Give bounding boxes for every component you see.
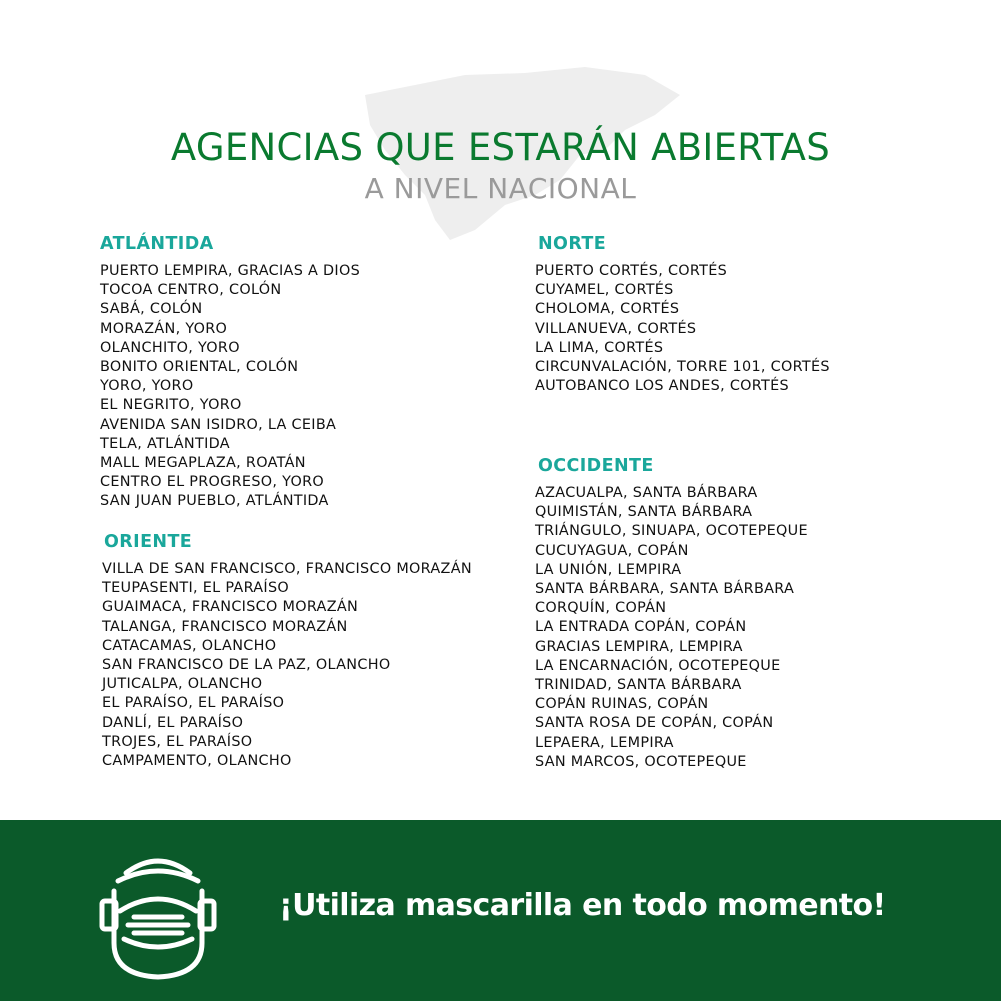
agency-item: GRACIAS LEMPIRA, LEMPIRA bbox=[535, 638, 743, 655]
section-atlantida bbox=[100, 234, 360, 512]
mask-reminder-text: ¡Utiliza mascarilla en todo momento! bbox=[279, 888, 886, 923]
agency-item: PUERTO CORTÉS, CORTÉS bbox=[535, 263, 728, 279]
agency-item: TELA, ATLÁNTIDA bbox=[100, 435, 230, 452]
agency-item: SAN MARCOS, OCOTEPEQUE bbox=[535, 753, 747, 770]
agency-item: AZACUALPA, SANTA BÁRBARA bbox=[535, 485, 758, 501]
agency-item: CHOLOMA, CORTÉS bbox=[535, 301, 680, 318]
agency-list bbox=[535, 484, 808, 772]
agency-item: TROJES, EL PARAÍSO bbox=[102, 733, 253, 750]
section-heading: ORIENTE bbox=[104, 532, 193, 552]
agency-item: CATACAMAS, OLANCHO bbox=[102, 637, 277, 654]
agency-item: TALANGA, FRANCISCO MORAZÁN bbox=[102, 618, 348, 635]
agency-item: DANLÍ, EL PARAÍSO bbox=[102, 714, 244, 731]
agency-item: LA ENTRADA COPÁN, COPÁN bbox=[535, 619, 747, 636]
agency-item: YORO, YORO bbox=[100, 378, 194, 395]
agency-item: CENTRO EL PROGRESO, YORO bbox=[100, 474, 324, 491]
agency-item: EL PARAÍSO, EL PARAÍSO bbox=[102, 695, 285, 712]
agency-item: QUIMISTÁN, SANTA BÁRBARA bbox=[535, 504, 753, 521]
section-oriente bbox=[102, 532, 472, 771]
agency-list bbox=[100, 262, 360, 512]
agency-item: VILLA DE SAN FRANCISCO, FRANCISCO MORAZÁN bbox=[102, 561, 472, 577]
agency-item: TOCOA CENTRO, COLÓN bbox=[100, 282, 282, 299]
agency-item: TEUPASENTI, EL PARAÍSO bbox=[102, 580, 290, 597]
agency-item: MORAZÁN, YORO bbox=[100, 320, 228, 337]
agency-item: AVENIDA SAN ISIDRO, LA CEIBA bbox=[100, 416, 337, 433]
agency-item: BONITO ORIENTAL, COLÓN bbox=[100, 359, 299, 376]
agency-item: AUTOBANCO LOS ANDES, CORTÉS bbox=[535, 378, 789, 395]
agency-item: PUERTO LEMPIRA, GRACIAS A DIOS bbox=[100, 263, 361, 279]
agency-item: MALL MEGAPLAZA, ROATÁN bbox=[100, 455, 306, 472]
agency-list bbox=[102, 560, 472, 771]
agency-item: SABÁ, COLÓN bbox=[100, 301, 203, 318]
footer-banner bbox=[0, 820, 1001, 1001]
agency-item: SANTA ROSA DE COPÁN, COPÁN bbox=[535, 715, 774, 732]
agency-item: CAMPAMENTO, OLANCHO bbox=[102, 753, 292, 770]
face-mask-icon bbox=[98, 851, 218, 981]
agency-list bbox=[535, 262, 830, 396]
section-norte bbox=[535, 234, 830, 396]
section-heading: OCCIDENTE bbox=[538, 456, 654, 476]
agency-item: CORQUÍN, COPÁN bbox=[535, 600, 667, 617]
page-subtitle: A NIVEL NACIONAL bbox=[364, 172, 637, 205]
agency-item: GUAIMACA, FRANCISCO MORAZÁN bbox=[102, 599, 359, 616]
agency-item: COPÁN RUINAS, COPÁN bbox=[535, 696, 709, 713]
section-occidente bbox=[535, 456, 808, 772]
section-heading: ATLÁNTIDA bbox=[100, 234, 214, 254]
page-title: AGENCIAS QUE ESTARÁN ABIERTAS bbox=[170, 126, 831, 169]
agency-item: VILLANUEVA, CORTÉS bbox=[535, 320, 697, 337]
agency-item: LA ENCARNACIÓN, OCOTEPEQUE bbox=[535, 657, 781, 674]
agency-item: OLANCHITO, YORO bbox=[100, 339, 240, 356]
agency-item: LA UNIÓN, LEMPIRA bbox=[535, 561, 682, 578]
agency-item: CIRCUNVALACIÓN, TORRE 101, CORTÉS bbox=[535, 359, 830, 376]
agency-item: LA LIMA, CORTÉS bbox=[535, 339, 664, 356]
agency-item: SAN JUAN PUEBLO, ATLÁNTIDA bbox=[100, 493, 329, 510]
agency-item: SANTA BÁRBARA, SANTA BÁRBARA bbox=[535, 581, 795, 598]
agency-item: JUTICALPA, OLANCHO bbox=[102, 676, 263, 693]
agency-item: TRINIDAD, SANTA BÁRBARA bbox=[535, 677, 742, 694]
agency-item: TRIÁNGULO, SINUAPA, OCOTEPEQUE bbox=[535, 523, 808, 540]
agency-item: CUCUYAGUA, COPÁN bbox=[535, 542, 689, 559]
agency-item: CUYAMEL, CORTÉS bbox=[535, 282, 674, 299]
section-heading: NORTE bbox=[538, 234, 607, 254]
agency-item: SAN FRANCISCO DE LA PAZ, OLANCHO bbox=[102, 657, 391, 674]
agency-item: EL NEGRITO, YORO bbox=[100, 397, 242, 414]
agency-item: LEPAERA, LEMPIRA bbox=[535, 734, 674, 751]
